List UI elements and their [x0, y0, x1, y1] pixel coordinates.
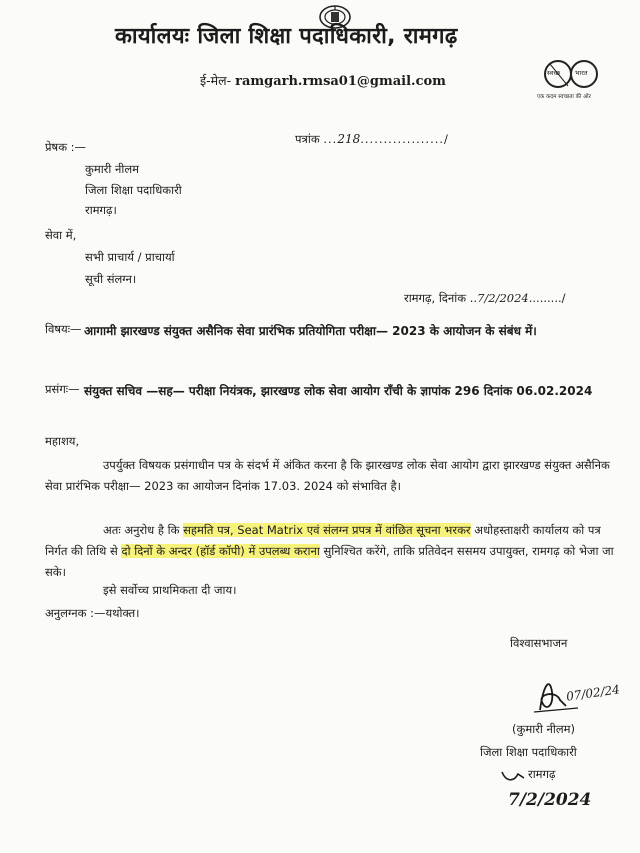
- date-label: रामगढ़, दिनांक: [404, 291, 467, 305]
- subject-text: आगामी झारखण्ड संयुक्त असैनिक सेवा प्रारंभिक प्रतियोगिता परीक्षा— 2023 के आयोजन के संबंध में।: [84, 324, 537, 338]
- date-value: 7/2/2024: [477, 291, 529, 305]
- sender-name: कुमारी नीलम: [85, 162, 140, 176]
- signer-place: रामगढ़: [528, 767, 556, 781]
- paragraph-2: [45, 520, 625, 583]
- office-title: कार्यालयः जिला शिक्षा पदाधिकारी, रामगढ़: [115, 24, 458, 49]
- closing-text: विश्वासभाजन: [510, 636, 568, 650]
- paragraph-2-part-b: अधोहस्ताक्षरी कार्यालय को पत्र निर्गत की तिथि से: [45, 523, 601, 558]
- signer-designation: जिला शिक्षा पदाधिकारी: [480, 745, 577, 759]
- highlight-2: दो दिनों के अन्दर (हॉर्ड कॉपी) में उपलब्ध कराना: [121, 544, 320, 558]
- email-line: [200, 72, 446, 89]
- signature-date: 07/02/24: [565, 682, 621, 704]
- paragraph-3: इसे सर्वोच्च प्राथमिकता दी जाय।: [103, 583, 237, 597]
- highlight-1: सहमति पत्र, Seat Matrix एवं संलग्न प्रपत्र में वांछित सूचना भरकर: [183, 523, 471, 537]
- letter-number-label: पत्रांक: [295, 132, 320, 146]
- recipient-line-1: सभी प्राचार्य / प्राचार्या: [85, 250, 175, 264]
- paragraph-2-part-c: सुनिश्चित करेंगे, ताकि प्रतिवेदन ससमय उपायुक्त, रामगढ़ को भेजा जा सके।: [45, 544, 614, 579]
- logo-text-1: स्वच्छ: [547, 69, 561, 77]
- reference-label: प्रसंगः—: [45, 382, 80, 396]
- reference-text: संयुक्त सचिव —सह— परीक्षा नियंत्रक, झारखण्ड लोक सेवा आयोग राँची के ज्ञापांक 296 दिनांक 06.02.2024: [84, 384, 593, 398]
- salutation: महाशय,: [45, 434, 80, 448]
- initials-mark-icon: [500, 768, 528, 784]
- recipient-label: सेवा में,: [45, 228, 77, 242]
- subject-label: विषयः—: [45, 322, 82, 336]
- logo-text-2: भारत: [575, 69, 588, 77]
- handwritten-date: 7/2/2024: [508, 790, 592, 810]
- letter-number: पत्रांक ...218................../: [295, 132, 448, 146]
- paragraph-2-part-a: अतः अनुरोध है कि: [103, 523, 184, 537]
- sender-label: प्रेषक :—: [45, 140, 87, 154]
- letter-number-value: 218: [337, 132, 361, 146]
- email-label: ई-मेल-: [200, 73, 232, 88]
- signer-name: (कुमारी नीलम): [512, 722, 576, 736]
- email-address: ramgarh.rmsa01@gmail.com: [235, 74, 446, 89]
- enclosure-line: अनुलग्नक :—यथोक्त।: [45, 606, 140, 620]
- logo-tagline: एक कदम स्वच्छता की ओर: [537, 94, 591, 100]
- recipient-line-2: सूची संलग्न।: [85, 272, 137, 286]
- sender-place: रामगढ़।: [85, 203, 117, 217]
- sender-designation: जिला शिक्षा पदाधिकारी: [85, 183, 182, 197]
- paragraph-1: उपर्युक्त विषयक प्रसंगाधीन पत्र के संदर्भ में अंकित करना है कि झारखण्ड लोक सेवा आयोग द्वारा झारखण्ड संयुक्त असैनिक सेवा प्रारंभिक परीक्षा— 2023 का आयोजन दिनांक 17.03. 2024 को संभावित है।: [45, 458, 610, 493]
- date-line: रामगढ़, दिनांक ..7/2/2024........./: [404, 291, 566, 305]
